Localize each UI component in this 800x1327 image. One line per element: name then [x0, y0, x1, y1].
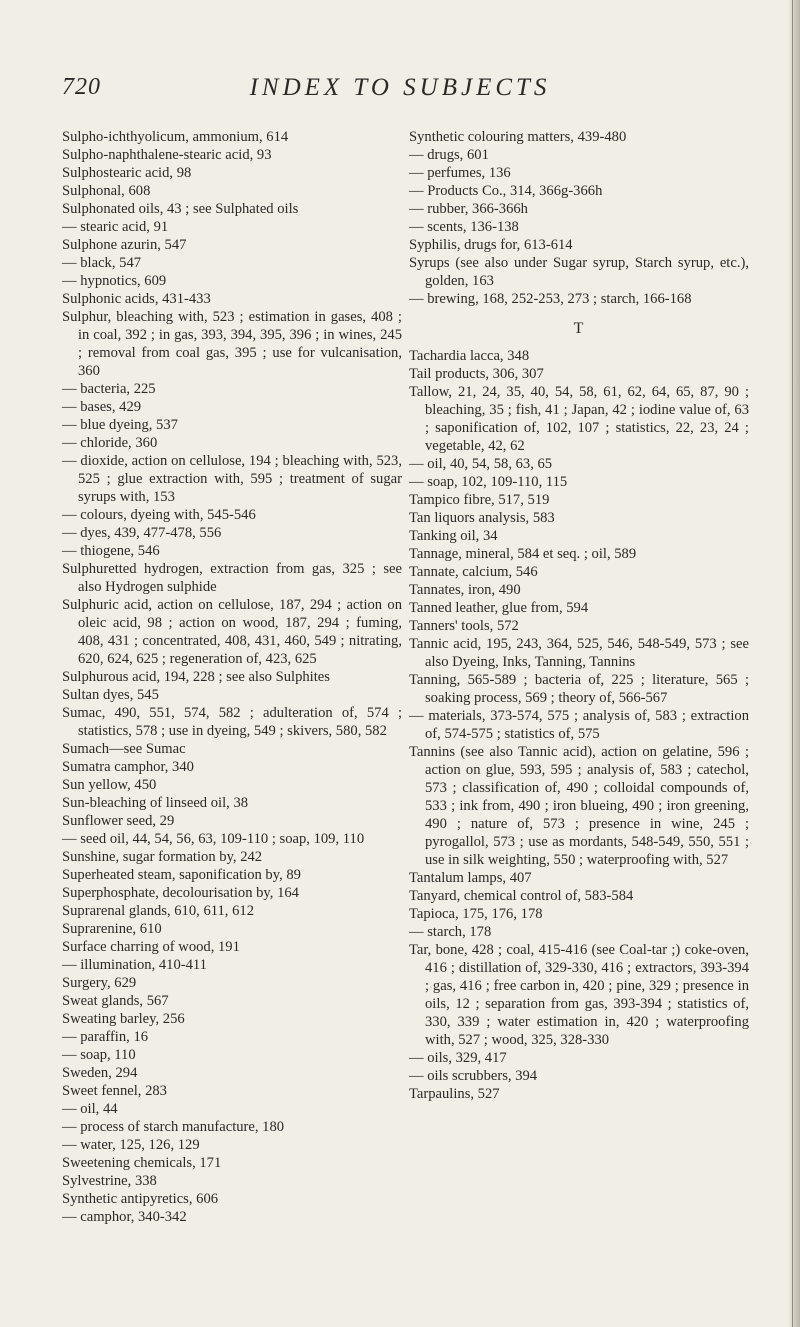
index-entry: — drugs, 601 [409, 147, 489, 163]
index-entry: Superphosphate, decolourisation by, 164 [62, 885, 299, 901]
index-entry: — seed oil, 44, 54, 56, 63, 109-110 ; soap, 109, 110 [62, 831, 365, 847]
index-entry: Tapioca, 175, 176, 178 [409, 906, 543, 922]
index-entry: — oil, 40, 54, 58, 63, 65 [409, 456, 553, 472]
index-entry: — water, 125, 126, 129 [62, 1137, 200, 1153]
index-entry: Syrups (see also under Sugar syrup, Starch syrup, etc.), golden, 163 [409, 255, 749, 289]
page-header [0, 74, 800, 108]
index-entry: Sunshine, sugar formation by, 242 [62, 849, 263, 865]
index-entry: Sulphonated oils, 43 ; see Sulphated oils [62, 201, 299, 217]
index-entry: Sweet fennel, 283 [62, 1083, 167, 1099]
index-entry: — bacteria, 225 [62, 381, 156, 397]
index-entry: — dyes, 439, 477-478, 556 [62, 525, 222, 541]
index-entry: — stearic acid, 91 [62, 219, 169, 235]
index-entry: Tanning, 565-589 ; bacteria of, 225 ; literature, 565 ; soaking process, 569 ; theory of, 566-567 [409, 672, 749, 706]
index-entry: Synthetic antipyretics, 606 [62, 1191, 219, 1207]
page-number: 720 [62, 74, 101, 100]
index-entry: Tar, bone, 428 ; coal, 415-416 (see Coal-tar ;) coke-oven, 416 ; distillation of, 329-330, 416 ; extractors, 393-394 ; gas, 416 ; free carbon in, 420 ; pine, 329 ; presence in oils, 12 ; separation from gas, 393-394 ; statistics of, 330, 339 ; water estimation in, 420 ; waterproofing with, 527 ; wood, 325, 328-330 [409, 942, 749, 1048]
index-entry: Sun-bleaching of linseed oil, 38 [62, 795, 249, 811]
index-entry: Sumac, 490, 551, 574, 582 ; adulteration of, 574 ; statistics, 578 ; use in dyeing, 549 ; skivers, 580, 582 [62, 705, 402, 739]
index-entry: Surgery, 629 [62, 975, 137, 991]
index-entry: Sumatra camphor, 340 [62, 759, 194, 775]
index-entry: Sulphurous acid, 194, 228 ; see also Sulphites [62, 669, 330, 685]
index-entry: — thiogene, 546 [62, 543, 160, 559]
index-entry: Tanking oil, 34 [409, 528, 498, 544]
index-entry: Tannates, iron, 490 [409, 582, 521, 598]
index-entry: Tanyard, chemical control of, 583-584 [409, 888, 634, 904]
running-head: INDEX TO SUBJECTS [249, 74, 551, 101]
index-entry: Tanned leather, glue from, 594 [409, 600, 589, 616]
index-entry: Sulphone azurin, 547 [62, 237, 187, 253]
index-entry: Sweat glands, 567 [62, 993, 169, 1009]
page-edge-shadow [788, 0, 800, 1327]
index-entry: — Products Co., 314, 366g-366h [409, 183, 603, 199]
index-entry: — starch, 178 [409, 924, 492, 940]
index-entry: Tannic acid, 195, 243, 364, 525, 546, 548-549, 573 ; see also Dyeing, Inks, Tanning, Tannins [409, 636, 749, 670]
index-entry: — hypnotics, 609 [62, 273, 167, 289]
index-entry: — blue dyeing, 537 [62, 417, 178, 433]
index-entry: — bases, 429 [62, 399, 142, 415]
index-column-right [409, 128, 749, 1103]
index-entry: — camphor, 340-342 [62, 1209, 187, 1225]
index-column-left [62, 128, 402, 1226]
index-entry: Sun yellow, 450 [62, 777, 157, 793]
index-entry: Synthetic colouring matters, 439-480 [409, 129, 627, 145]
index-entry: Sunflower seed, 29 [62, 813, 175, 829]
index-entry: — soap, 110 [62, 1047, 136, 1063]
index-entry: Sulphostearic acid, 98 [62, 165, 192, 181]
index-entry: Sultan dyes, 545 [62, 687, 159, 703]
index-entry: — process of starch manufacture, 180 [62, 1119, 285, 1135]
index-entry: Suprarenine, 610 [62, 921, 162, 937]
index-entry: Tachardia lacca, 348 [409, 348, 530, 364]
index-entry: Syphilis, drugs for, 613-614 [409, 237, 573, 253]
index-entry: Sumach—see Sumac [62, 741, 186, 757]
index-entry: Sulpho-naphthalene-stearic acid, 93 [62, 147, 272, 163]
section-letter-heading: T [573, 320, 585, 337]
index-entry: — perfumes, 136 [409, 165, 511, 181]
index-entry: — black, 547 [62, 255, 142, 271]
index-entry: Sulphur, bleaching with, 523 ; estimation in gases, 408 ; in coal, 392 ; in gas, 393, 394, 395, 396 ; in wines, 245 ; removal from coal gas, 395 ; use for vulcanisation, 360 [62, 309, 402, 379]
index-entry: Tarpaulins, 527 [409, 1086, 500, 1102]
index-entry: — colours, dyeing with, 545-546 [62, 507, 256, 523]
index-entry: Tannins (see also Tannic acid), action on gelatine, 596 ; action on glue, 593, 595 ; analysis of, 583 ; catechol, 573 ; classification of, 490 ; colloidal compounds of, 533 ; ink from, 490 ; iron blueing, 490 ; iron greening, 490 ; nature of, 573 ; presence in wine, 245 ; pyrogallol, 573 ; use as mordants, 548-549, 550, 551 ; use in silk weighting, 550 ; waterproofing with, 527 [409, 744, 749, 868]
index-entry: Sweetening chemicals, 171 [62, 1155, 222, 1171]
index-entry: Tail products, 306, 307 [409, 366, 544, 382]
index-entry: Sulpho-ichthyolicum, ammonium, 614 [62, 129, 289, 145]
index-entry: — brewing, 168, 252-253, 273 ; starch, 166-168 [409, 291, 692, 307]
index-entry: — oil, 44 [62, 1101, 118, 1117]
index-entry: Tallow, 21, 24, 35, 40, 54, 58, 61, 62, 64, 65, 87, 90 ; bleaching, 35 ; fish, 41 ; Japan, 42 ; iodine value of, 63 ; saponification of, 102, 107 ; statistics, 22, 23, 24 ; vegetable, 42, 62 [409, 384, 749, 454]
index-entry: — oils scrubbers, 394 [409, 1068, 538, 1084]
index-entry: — dioxide, action on cellulose, 194 ; bleaching with, 523, 525 ; glue extraction with, 595 ; treatment of sugar syrups with, 153 [62, 453, 402, 505]
index-entry: Sulphuretted hydrogen, extraction from gas, 325 ; see also Hydrogen sulphide [62, 561, 402, 595]
index-entry: Tampico fibre, 517, 519 [409, 492, 550, 508]
index-entry: — scents, 136-138 [409, 219, 519, 235]
index-entry: — paraffin, 16 [62, 1029, 149, 1045]
index-entry: Tan liquors analysis, 583 [409, 510, 555, 526]
index-entry: — chloride, 360 [62, 435, 158, 451]
index-entry: Sulphonic acids, 431-433 [62, 291, 211, 307]
index-entry: Tannate, calcium, 546 [409, 564, 538, 580]
page-edge-line [792, 0, 793, 1327]
index-entry: Tantalum lamps, 407 [409, 870, 532, 886]
index-entry: Tanners' tools, 572 [409, 618, 519, 634]
index-entry: Suprarenal glands, 610, 611, 612 [62, 903, 254, 919]
index-entry: Surface charring of wood, 191 [62, 939, 240, 955]
index-entry: Sweden, 294 [62, 1065, 138, 1081]
index-entry: — materials, 373-574, 575 ; analysis of, 583 ; extraction of, 574-575 ; statistics of, 575 [409, 708, 749, 742]
index-entry: — rubber, 366-366h [409, 201, 528, 217]
index-entry: Sweating barley, 256 [62, 1011, 185, 1027]
index-entry: Superheated steam, saponification by, 89 [62, 867, 301, 883]
index-entry: Sulphuric acid, action on cellulose, 187, 294 ; action on oleic acid, 98 ; action on wood, 187, 294 ; fuming, 408, 431 ; concentrated, 408, 431, 460, 549 ; nitrating, 620, 624, 625 ; regeneration of, 423, 625 [62, 597, 402, 667]
index-entry: — oils, 329, 417 [409, 1050, 507, 1066]
index-entry: Tannage, mineral, 584 et seq. ; oil, 589 [409, 546, 637, 562]
index-entry: — soap, 102, 109-110, 115 [409, 474, 568, 490]
index-entry: — illumination, 410-411 [62, 957, 207, 973]
index-entry: Sulphonal, 608 [62, 183, 151, 199]
index-entry: Sylvestrine, 338 [62, 1173, 157, 1189]
